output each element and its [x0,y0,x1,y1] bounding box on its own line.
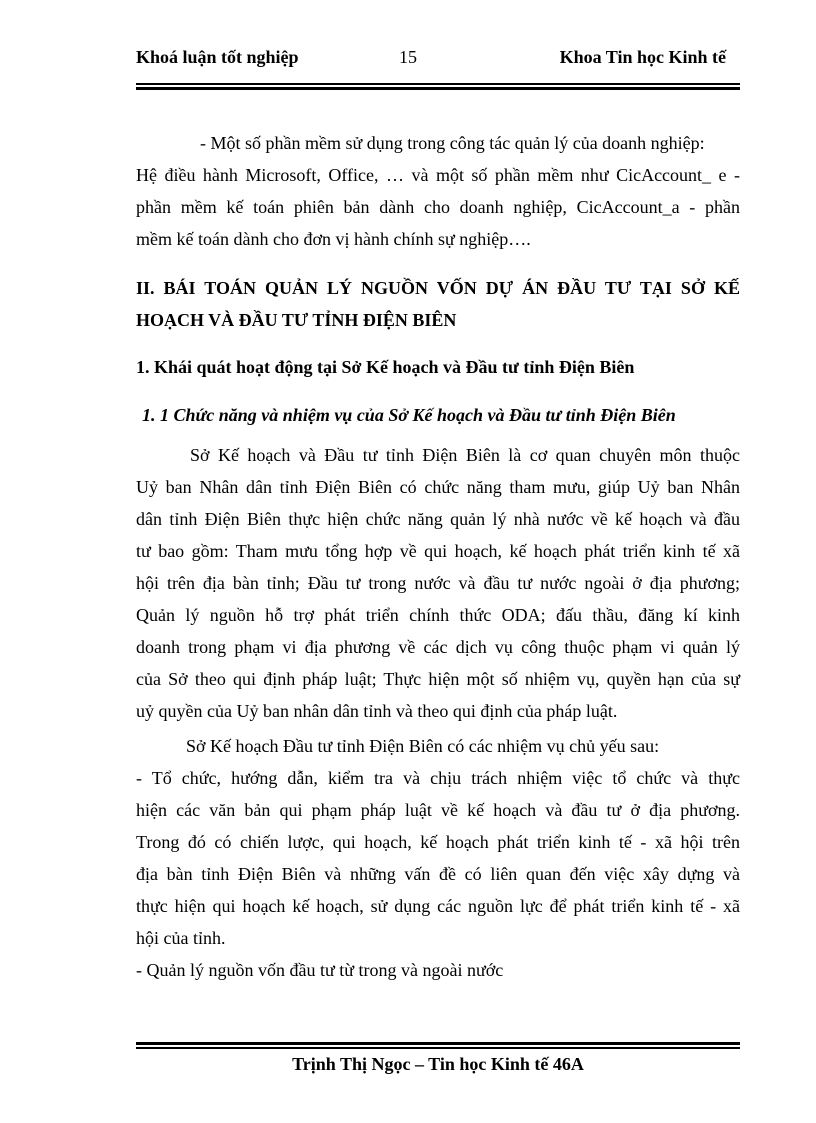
text-line: - Quản lý nguồn vốn đầu tư từ trong và ngoài nước [136,960,504,980]
page-number: 15 [399,47,417,67]
text-line: phần mềm kế toán phiên bản dành cho doanh nghiệp, CicAccount_a - phần [136,197,740,217]
text-line: tư bao gồm: Tham mưu tổng hợp về qui hoạch, kế hoạch phát triển kinh tế xã [136,541,740,561]
text-line: Trong đó có chiến lược, qui hoạch, kế hoạch phát triển kinh tế - xã hội trên [136,832,740,852]
heading-line: II. BÁI TOÁN QUẢN LÝ NGUỒN VỐN DỰ ÁN ĐẦU TƯ TẠI SỞ KẾ [136,278,740,298]
heading-line: HOẠCH VÀ ĐẦU TƯ TỈNH ĐIỆN BIÊN [136,310,457,330]
text-line: mềm kế toán dành cho đơn vị hành chính sự nghiệp…. [136,229,531,249]
text-line: Hệ điều hành Microsoft, Office, … và một số phần mềm như CicAccount_ e - [136,165,740,185]
text-line: dân tỉnh Điện Biên thực hiện chức năng quản lý nhà nước về kế hoạch và đầu [136,509,740,529]
header-divider [136,83,740,90]
page-footer: Trịnh Thị Ngọc – Tin học Kinh tế 46A [292,1054,584,1074]
paragraph-duties-intro [136,730,740,762]
footer-divider [136,1042,740,1049]
subsection-heading-1-1: 1. 1 Chức năng và nhiệm vụ của Sở Kế hoạch và Đầu tư tỉnh Điện Biên [142,405,676,425]
paragraph-software [136,127,740,255]
text-line: uỷ quyền của Uỷ ban nhân dân tỉnh và theo qui định của pháp luật. [136,701,618,721]
header-faculty-label: Khoa Tin học Kinh tế [559,47,726,67]
text-line: - Tổ chức, hướng dẫn, kiểm tra và chịu trách nhiệm việc tổ chức và thực [136,768,740,788]
text-line: của Sở theo qui định pháp luật; Thực hiện một số nhiệm vụ, quyền hạn của sự [136,669,740,689]
section-heading-ii [136,272,740,336]
text-line: - Một số phần mềm sử dụng trong công tác quản lý của doanh nghiệp: [200,133,705,153]
paragraph-duty-1 [136,762,740,954]
text-line: thực hiện qui hoạch kế hoạch, sử dụng các nguồn lực để phát triển kinh tế - xã [136,896,740,916]
page-header [136,47,740,73]
text-line: địa bàn tỉnh Điện Biên và những vấn đề có liên quan đến việc xây dựng và [136,864,740,884]
text-line: Quản lý nguồn hỗ trợ phát triển chính thức ODA; đấu thầu, đăng kí kinh [136,605,740,625]
text-line: Sở Kế hoạch Đầu tư tỉnh Điện Biên có các nhiệm vụ chủ yếu sau: [186,736,660,756]
text-line: Sở Kế hoạch và Đầu tư tỉnh Điện Biên là cơ quan chuyên môn thuộc [190,445,740,465]
paragraph-duty-2 [136,954,740,986]
paragraph-functions [136,439,740,727]
text-line: hiện các văn bản qui phạm pháp luật về kế hoạch và đầu tư ở địa phương. [136,800,740,820]
text-line: doanh trong phạm vi địa phương về các dịch vụ công thuộc phạm vi quản lý [136,637,740,657]
header-thesis-label: Khoá luận tốt nghiệp [136,47,299,67]
text-line: Uỷ ban Nhân dân tỉnh Điện Biên có chức năng tham mưu, giúp Uỷ ban Nhân [136,477,740,497]
text-line: hội của tỉnh. [136,928,226,948]
text-line: hội trên địa bàn tỉnh; Đầu tư trong nước và đầu tư nước ngoài ở địa phương; [136,573,740,593]
subsection-heading-1: 1. Khái quát hoạt động tại Sở Kế hoạch và Đầu tư tỉnh Điện Biên [136,357,635,377]
